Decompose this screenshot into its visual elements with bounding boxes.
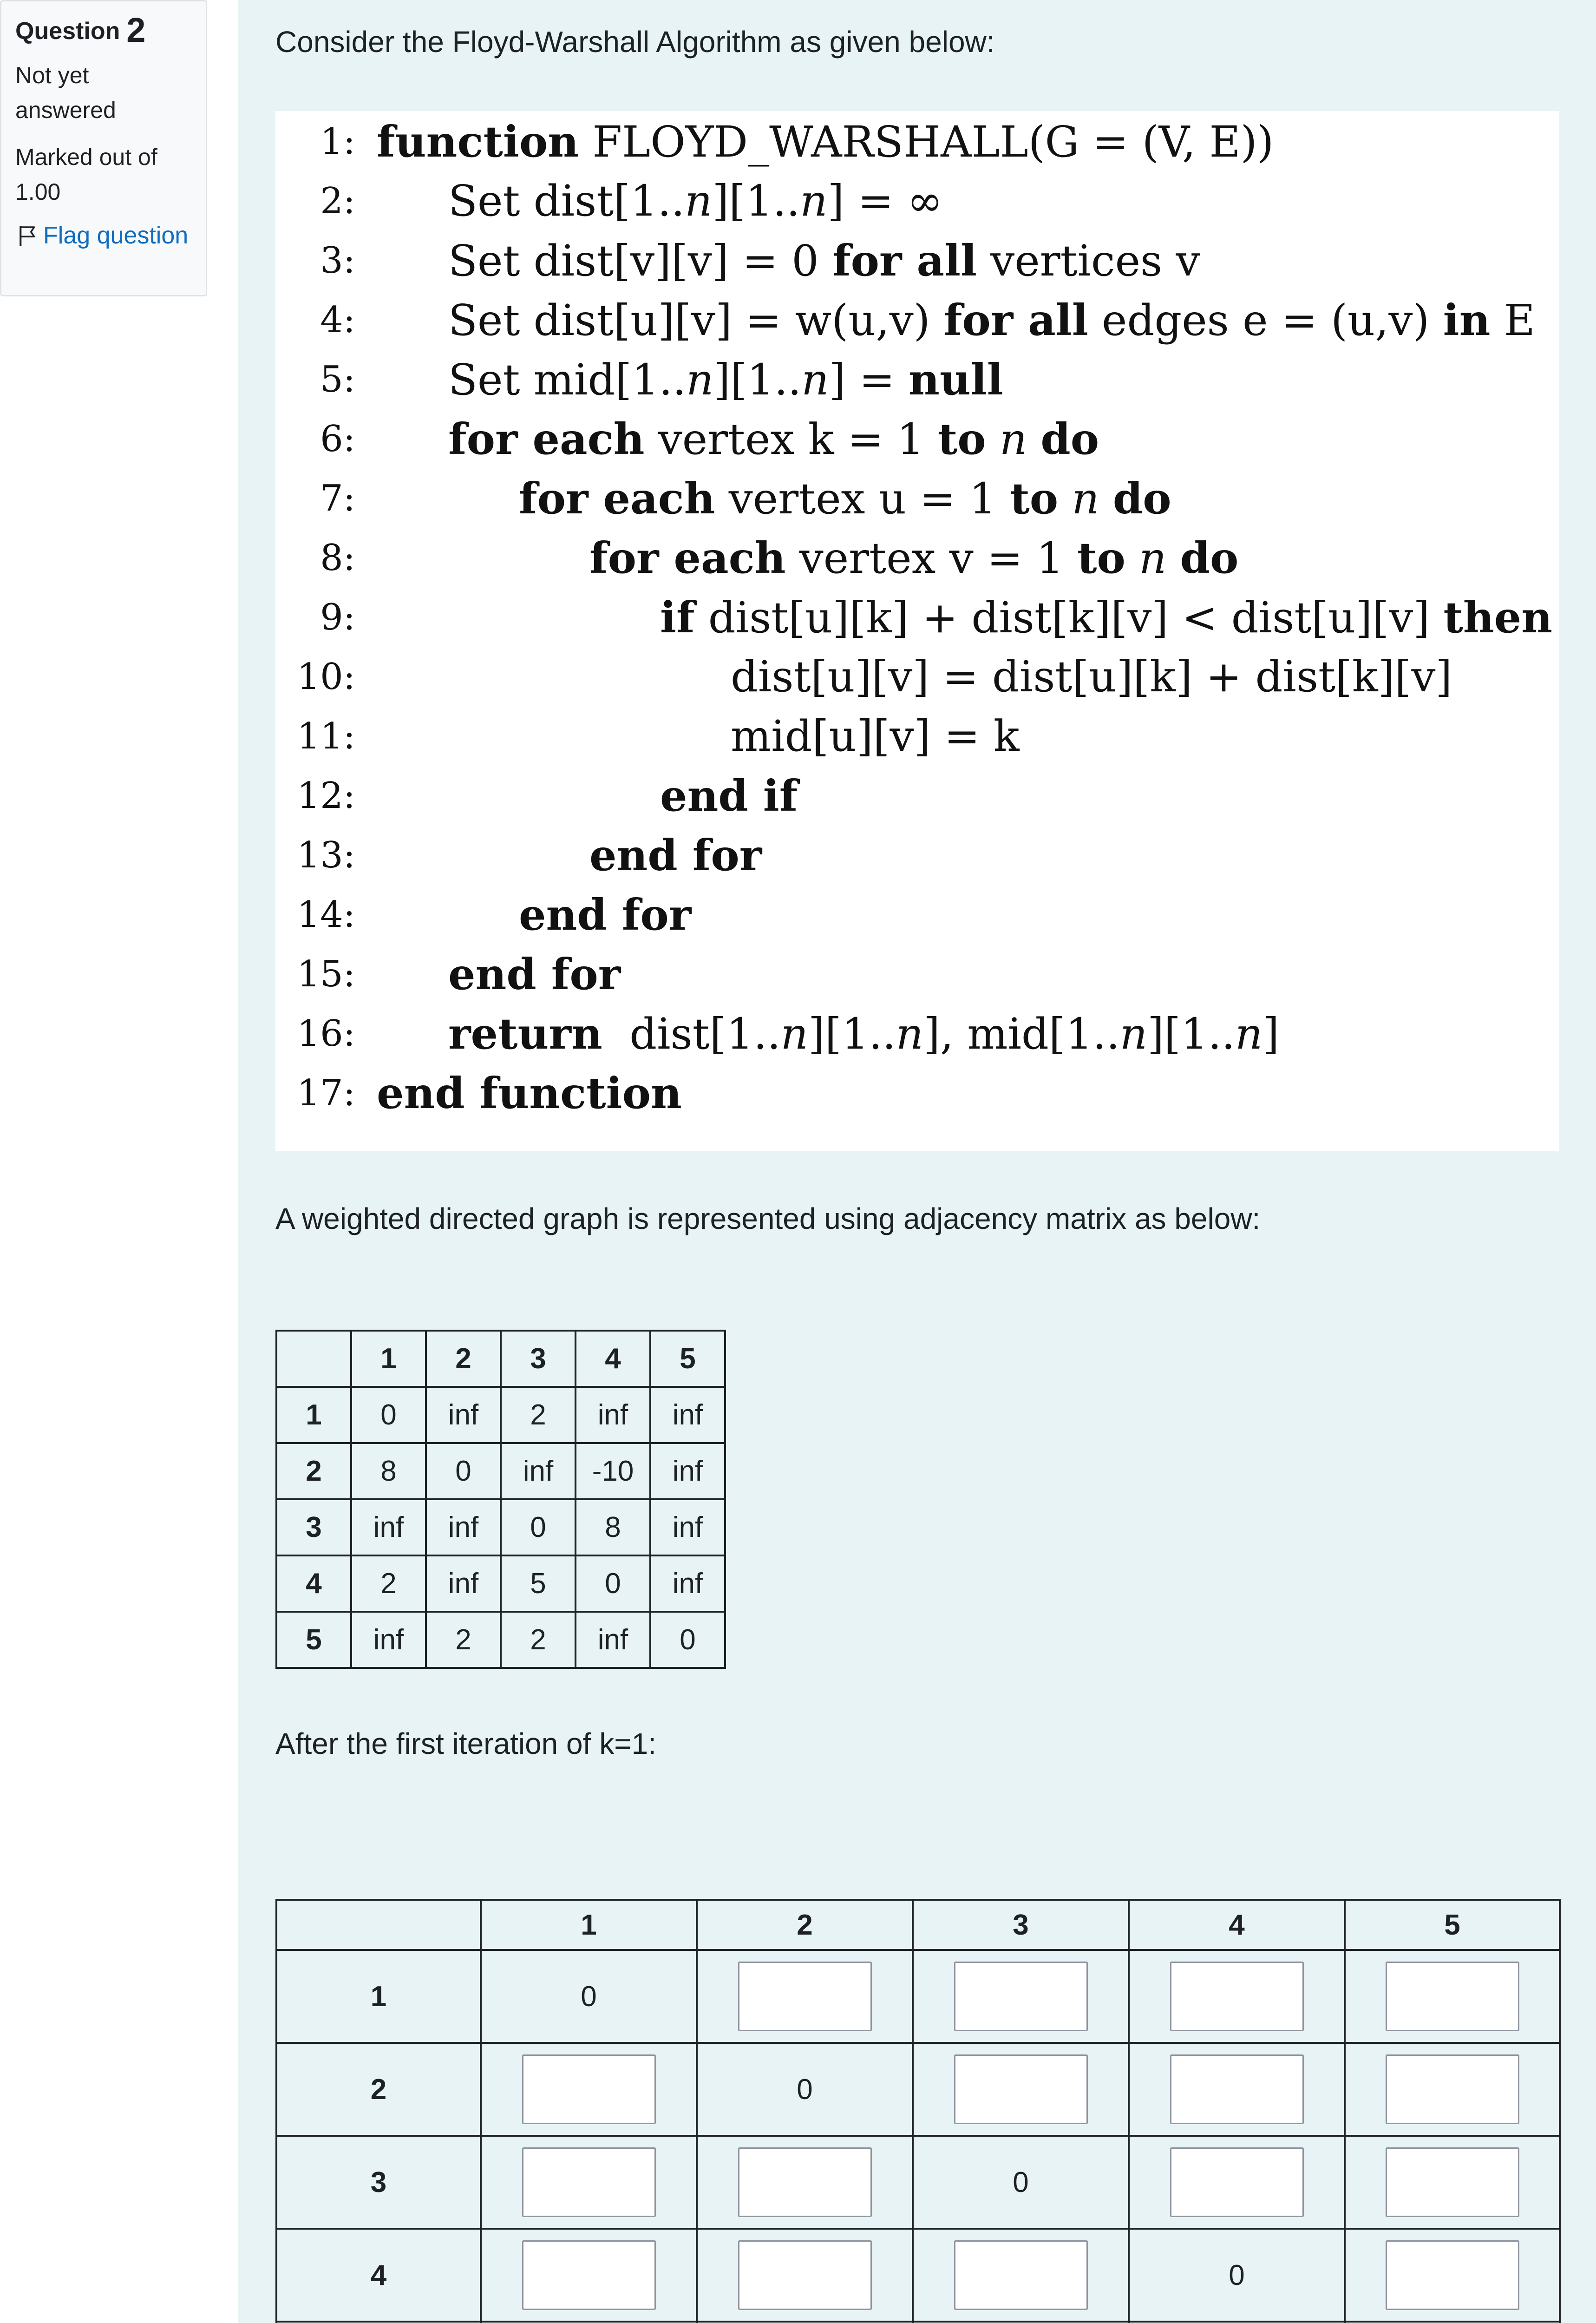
line-number: 17: bbox=[297, 1072, 355, 1114]
iteration-1-column-header: 1 bbox=[481, 1900, 697, 1950]
iteration-1-answer-cell bbox=[481, 2136, 697, 2229]
iteration-1-answer-input[interactable] bbox=[522, 2054, 656, 2124]
iteration-1-answer-cell bbox=[913, 2043, 1129, 2136]
iteration-1-answer-input[interactable] bbox=[1170, 2054, 1304, 2124]
question-info-box bbox=[0, 0, 207, 296]
adjacency-row-header: 5 bbox=[276, 1612, 351, 1668]
adjacency-cell: 0 bbox=[351, 1387, 426, 1443]
question-number-value: 2 bbox=[126, 11, 146, 49]
intro-text: Consider the Floyd-Warshall Algorithm as given below: bbox=[275, 25, 995, 59]
iteration-1-answer-cell bbox=[697, 2229, 913, 2322]
iteration-1-answer-cell bbox=[1129, 2136, 1345, 2229]
adjacency-row bbox=[276, 1443, 725, 1499]
flag-question-label: Flag question bbox=[43, 222, 189, 249]
line-number: 10: bbox=[297, 656, 355, 698]
adjacency-column-header: 1 bbox=[351, 1331, 426, 1387]
iteration-1-row bbox=[276, 2136, 1560, 2229]
iteration-1-header-row bbox=[276, 1900, 1560, 1950]
iteration-1-answer-input[interactable] bbox=[522, 2147, 656, 2217]
adjacency-cell: inf bbox=[576, 1612, 650, 1668]
iteration-1-answer-cell bbox=[481, 2043, 697, 2136]
question-label: Question bbox=[15, 18, 120, 45]
adjacency-cell: 5 bbox=[501, 1555, 576, 1612]
iteration-1-answer-cell bbox=[481, 2229, 697, 2322]
iteration-1-diagonal-cell: 0 bbox=[913, 2136, 1129, 2229]
adjacency-column-header: 5 bbox=[650, 1331, 725, 1387]
adjacency-matrix-table bbox=[275, 1330, 726, 1669]
adjacency-cell: 0 bbox=[426, 1443, 501, 1499]
iteration-1-row bbox=[276, 2043, 1560, 2136]
iteration-1-diagonal-cell: 0 bbox=[697, 2043, 913, 2136]
question-number bbox=[15, 11, 192, 49]
iteration-1-answer-cell bbox=[697, 1950, 913, 2043]
iteration-1-answer-input[interactable] bbox=[522, 2240, 656, 2310]
line-number: 8: bbox=[320, 537, 355, 579]
iteration-1-answer-input[interactable] bbox=[1170, 1962, 1304, 2031]
adjacency-cell: 2 bbox=[351, 1555, 426, 1612]
iteration-1-answer-cell bbox=[1129, 1950, 1345, 2043]
adjacency-row-header: 3 bbox=[276, 1499, 351, 1555]
algorithm-image: 1: function FLOYD_WARSHALL(G = (V, E)) 2: Set dist[1..n][1..n] = ∞ 3: Set dist[v][v] = 0 for all vertices v 4: Set dist[u][v] = w(u,v) for all edges e = (u,v) in E 5: Set mid[1..n][1..n] = null 6: for each vertex k = 1 to n do 7: for each vertex u = 1 to n do 8: for each vertex v = 1 to n do 9: if dist[u][k] + dist[k][v] < dist[u][v] then 10: dist[u][v] = dist[u][k] + dist[k][v] 11: mid[u][v] = k 12: end if 13: end for 14: end for 15: end for 16: return dist[1..n][1..n], mid[1..n][1..n] 17: end function bbox=[275, 111, 1559, 1151]
line-number: 7: bbox=[320, 478, 355, 519]
flag-question-link[interactable] bbox=[15, 222, 192, 249]
adjacency-row bbox=[276, 1387, 725, 1443]
iteration-1-diagonal-cell: 0 bbox=[481, 1950, 697, 2043]
adjacency-row bbox=[276, 1499, 725, 1555]
adjacency-cell: inf bbox=[650, 1499, 725, 1555]
line-number: 15: bbox=[297, 953, 355, 995]
adjacency-cell: inf bbox=[351, 1499, 426, 1555]
iteration-1-row-header: 1 bbox=[276, 1950, 481, 2043]
iteration-1-answer-input[interactable] bbox=[1386, 1962, 1519, 2031]
adjacency-row bbox=[276, 1612, 725, 1668]
iteration-1-row-header: 2 bbox=[276, 2043, 481, 2136]
adjacency-column-header: 3 bbox=[501, 1331, 576, 1387]
iteration-1-column-header: 3 bbox=[913, 1900, 1129, 1950]
line-number: 9: bbox=[320, 597, 355, 638]
adjacency-cell: inf bbox=[650, 1555, 725, 1612]
iteration-1-column-header: 4 bbox=[1129, 1900, 1345, 1950]
iteration-1-row bbox=[276, 1950, 1560, 2043]
adjacency-row-header: 2 bbox=[276, 1443, 351, 1499]
iteration-1-answer-cell bbox=[913, 2229, 1129, 2322]
iteration-1-column-header: 2 bbox=[697, 1900, 913, 1950]
iteration-1-answer-input[interactable] bbox=[1170, 2147, 1304, 2217]
adjacency-column-header: 2 bbox=[426, 1331, 501, 1387]
iteration-1-answer-input[interactable] bbox=[1386, 2240, 1519, 2310]
adjacency-column-header: 4 bbox=[576, 1331, 650, 1387]
question-state: Not yet answered bbox=[15, 62, 116, 123]
iteration-1-answer-input[interactable] bbox=[738, 2147, 872, 2217]
line-number: 3: bbox=[320, 240, 355, 282]
iteration-1-table bbox=[275, 1899, 1561, 2323]
iteration-1-answer-cell bbox=[913, 1950, 1129, 2043]
iteration-1-answer-input[interactable] bbox=[738, 2240, 872, 2310]
iteration-1-diagonal-cell: 0 bbox=[1129, 2229, 1345, 2322]
iteration-1-answer-cell bbox=[1345, 1950, 1560, 2043]
iteration-1-answer-cell bbox=[1345, 2043, 1560, 2136]
iteration-1-answer-input[interactable] bbox=[954, 2240, 1088, 2310]
adjacency-cell: 8 bbox=[351, 1443, 426, 1499]
adjacency-cell: 0 bbox=[576, 1555, 650, 1612]
iteration-1-row bbox=[276, 2229, 1560, 2322]
line-number: 2: bbox=[320, 180, 355, 222]
graph-description: A weighted directed graph is represented using adjacency matrix as below: bbox=[275, 1202, 1261, 1235]
line-number: 11: bbox=[297, 715, 355, 757]
adjacency-cell: -10 bbox=[576, 1443, 650, 1499]
iteration-1-answer-input[interactable] bbox=[1386, 2054, 1519, 2124]
adjacency-row-header: 4 bbox=[276, 1555, 351, 1612]
line-number: 6: bbox=[320, 418, 355, 460]
line-number: 5: bbox=[320, 359, 355, 400]
adjacency-cell: inf bbox=[351, 1612, 426, 1668]
adjacency-cell: inf bbox=[650, 1443, 725, 1499]
adjacency-cell: inf bbox=[576, 1387, 650, 1443]
adjacency-cell: 2 bbox=[426, 1612, 501, 1668]
adjacency-header-row bbox=[276, 1331, 725, 1387]
adjacency-cell: inf bbox=[501, 1443, 576, 1499]
iteration-1-answer-input[interactable] bbox=[738, 1962, 872, 2031]
line-number: 1: bbox=[320, 121, 355, 163]
line-number: 13: bbox=[297, 834, 355, 876]
adjacency-cell: 8 bbox=[576, 1499, 650, 1555]
adjacency-cell: inf bbox=[426, 1499, 501, 1555]
line-number: 12: bbox=[297, 775, 355, 817]
iteration-1-label: After the first iteration of k=1: bbox=[275, 1727, 656, 1760]
adjacency-cell: inf bbox=[650, 1387, 725, 1443]
flag-icon bbox=[15, 223, 40, 248]
adjacency-cell: inf bbox=[426, 1387, 501, 1443]
line-number: 14: bbox=[297, 894, 355, 936]
question-content bbox=[238, 0, 1596, 2323]
adjacency-cell: inf bbox=[426, 1555, 501, 1612]
line-number: 4: bbox=[320, 299, 355, 341]
iteration-1-row-header: 3 bbox=[276, 2136, 481, 2229]
adjacency-cell: 0 bbox=[650, 1612, 725, 1668]
iteration-1-answer-cell bbox=[1345, 2229, 1560, 2322]
iteration-1-answer-input[interactable] bbox=[954, 1962, 1088, 2031]
iteration-1-column-header bbox=[276, 1900, 481, 1950]
iteration-1-answer-input[interactable] bbox=[954, 2054, 1088, 2124]
adjacency-row bbox=[276, 1555, 725, 1612]
adjacency-column-header bbox=[276, 1331, 351, 1387]
adjacency-cell: 0 bbox=[501, 1499, 576, 1555]
iteration-1-answer-cell bbox=[1345, 2136, 1560, 2229]
iteration-1-column-header: 5 bbox=[1345, 1900, 1560, 1950]
adjacency-row-header: 1 bbox=[276, 1387, 351, 1443]
question-grade: Marked out of 1.00 bbox=[15, 144, 157, 205]
line-number: 16: bbox=[297, 1013, 355, 1055]
iteration-1-answer-input[interactable] bbox=[1386, 2147, 1519, 2217]
adjacency-cell: 2 bbox=[501, 1387, 576, 1443]
iteration-1-answer-cell bbox=[697, 2136, 913, 2229]
iteration-1-row-header: 4 bbox=[276, 2229, 481, 2322]
adjacency-cell: 2 bbox=[501, 1612, 576, 1668]
iteration-1-answer-cell bbox=[1129, 2043, 1345, 2136]
